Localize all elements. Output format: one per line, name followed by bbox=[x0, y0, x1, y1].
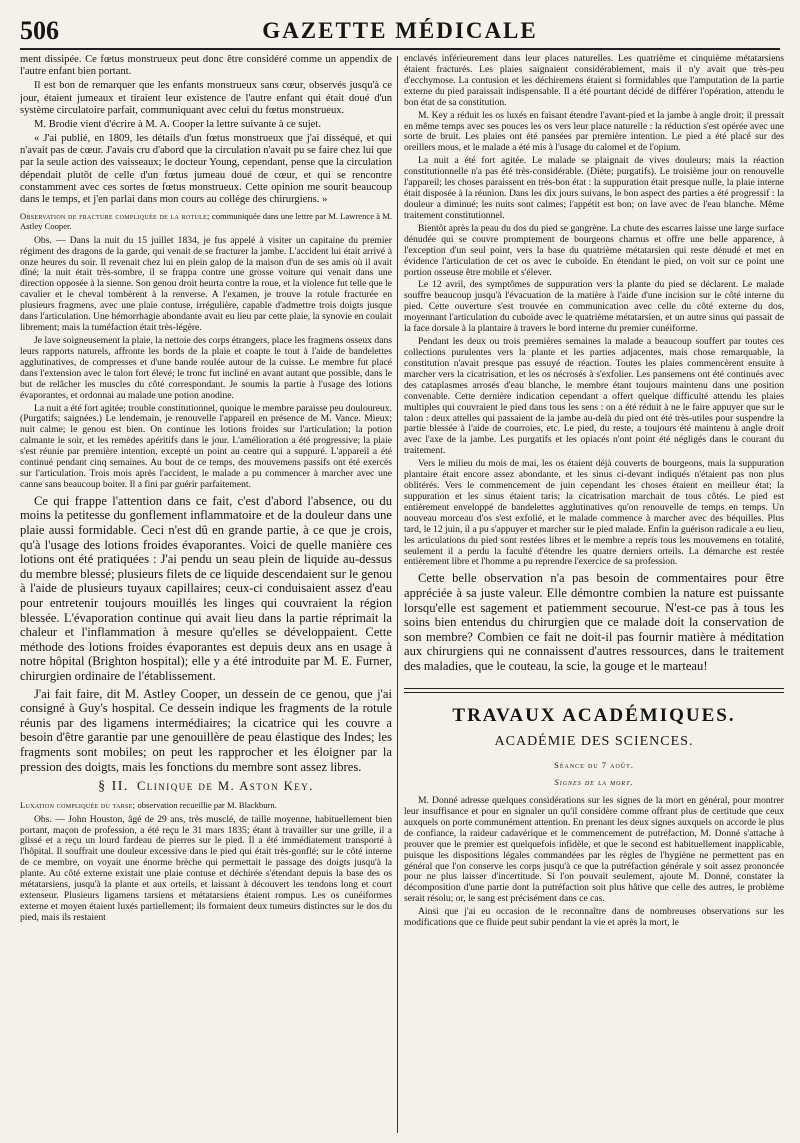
observation-title-caps: Observation de fracture compliquée de la rotule; bbox=[20, 211, 210, 222]
observation-paragraph: M. Key a réduit les os luxés en faisant étendre l'avant-pied et la jambe à angle droit; il pressait en même temps avec ses pouces les os vers leur place naturelle : la réduction s'est opérée avec une sorte de bruit. Les plaies ont été pansées par première intention. Le pied a été placé sur des oreillers mous, et le malade a été mis à l'usage du calomel et de l'opium. bbox=[404, 109, 784, 154]
left-column bbox=[20, 54, 392, 1139]
paragraph: ment dissipée. Ce fœtus monstrueux peut donc être considéré comme un appendix de l'autre enfant bien portant. bbox=[20, 54, 392, 78]
observation-paragraph: enclavés inférieurement dans leur places naturelles. Les quatrième et cinquième métatarsiens étaient fracturés. Les plaies saignaient considérablement, mais il n'y avait que très-peu d'ecchymose. La contusion et les déchiremens étaient si formidables que l'amputation de la partie externe du pied paraissait indispensable. Il a été pourtant décidé de différer l'opération, attendu le bon état de sa constitution. bbox=[404, 54, 784, 108]
topic-title: Signes de la mort. bbox=[554, 777, 634, 788]
academy-paragraph: Ainsi que j'ai eu occasion de le reconnaître dans de nombreuses observations sur les modifications que ce fluide peut subir pendant la vie et après la mort, le bbox=[404, 906, 784, 929]
observation-paragraph: La nuit a été fort agitée. Le malade se plaignait de vives douleurs; mais la réaction constitutionnelle n'a pas été très-considérable. (Diète; purgatifs). Le troisième jour on renouvelle l'appareil; les choses paraissent en très-bon état : la suppuration était presque nulle, la plaie interne était disposée à la réunion. Dans les dix jours suivans, le bon aspect des parties a été progressif : la douleur a diminué; les nuits sont calmes; l'appétit est bon; on lave avec de l'eau blanche. Même traitement constitutionnel. bbox=[404, 155, 784, 221]
observation-title-rest: observation recueillie par M. Blackburn. bbox=[135, 800, 277, 811]
observation-paragraph: Je lave soigneusement la plaie, la nettoie des corps étrangers, place les fragmens osseux dans leurs rapports naturels, affronte les bords de la plaie et coapte le tout à l'aide de bandelettes agglutinatives, de compresses et d'une bande roulée autour de la cuisse. Le membre fut placé dans l'extension avec le talon fort élevé; le tronc fut incliné en avant autant que possible, dans le but de relâcher les muscles du côté correspondant. Je soumis la partie à l'usage des lotions évaporantes, et ordonnai au malade une potion anodine. bbox=[20, 334, 392, 401]
observation-title-caps: Luxation compliquée du tarse; bbox=[20, 800, 136, 811]
section-heading bbox=[20, 779, 392, 795]
academy-paragraph: M. Donné adresse quelques considérations sur les signes de la mort en général, pour montrer leur insuffisance et pour en signaler un qu'il considère comme offrant plus de certitude que ceux auxquels on porte communément attention. En prenant les deux signes auxquels on accorde le plus de confiance, la raideur cadavérique et le commencement de putréfaction, M. Donné s'attache à prouver que le premier est quelquefois infidèle, et que le second est habituellement inapplicable, puisque les dispositions légales commandées par les règles de l'hygiène ne permettent pas en général que l'on conserve les corps jusqu'à ce que la putréfaction générale y soit assez prononcée pour ne plus laisser d'incertitude. Si l'on pouvait seulement, ajoute M. Donné, constater la décomposition d'une partie dont la putréfaction soit plus hâtive que celle des autres, le problème serait résolu; or, le sang est précisément dans ce cas. bbox=[404, 795, 784, 905]
observation-paragraph: Pendant les deux ou trois premières semaines la malade a beaucoup souffert par toutes ces collections purulentes vers la plante et les parties adjacentes, mais chose remarquable, la constitution n'avait presque pas essuyé de réaction. Toutes les plaies commencèrent ensuite à marcher vers la cicatrisation, et les os nécrosés à s'exfolier. Les pansemens ont été continués avec des cataplasmes arrosés d'eau blanche, le membre étant toujours maintenu dans une position convenable. Cette dernière indication cependant a offert quelque difficulté attendu les plaies multiples qui couvraient le pied dans tous les sens : on a été réduit à ne le faire appuyer que sur le talon : deux attelles qui passaient de la jambe au-delà du pied ont été très-utiles pour suspendre la partie blessée à l'aide de courroies, etc. Le pied, du reste, a toujours été maintenu à angle droit avec l'axe de la jambe. Les purgatifs et les opiacés n'ont point été négligés dans le courant du traitement. bbox=[404, 336, 784, 457]
commentary-paragraph: J'ai fait faire, dit M. Astley Cooper, un dessein de ce genou, que j'ai consigné à Guy's hospital. Ce dessein indique les fragments de la rotule réunis par des ligamens intermédiaires; la cicatrice qui les couvre a besoin d'être garantie par une genouillère de peau élastique des Indes; les fragments sont mobiles; on peut les rapprocher et les éloigner par la pression des doigts, mais les fonctions du membre sont assez libres. bbox=[20, 686, 392, 774]
observation-title bbox=[20, 211, 392, 232]
right-column bbox=[404, 54, 784, 1139]
paragraph: M. Brodie vient d'écrire à M. A. Cooper la lettre suivante à ce sujet. bbox=[34, 118, 321, 130]
observation-paragraph: Vers le milieu du mois de mai, les os étaient déjà couverts de bourgeons, mais la suppuration plantaire était encore assez abondante, et les sinus ci-devant indiqués n'étaient pas non plus oblitérés. Vers le commencement de juin cependant les choses étaient en meilleur état; la suppuration et les sinus étaient taris; la cicatrisation marchait de tous côtés. Le pied est entièrement enveloppé de bandelettes agglutinatives qu'on renouvelle de temps en temps. Un nouveau morceau d'os s'est exfolié, et le malade commence à marcher avec des béquilles. Plus tard, le 12 juin, il a pu s'appuyer et marcher sur le pied malade. Enfin la guérison radicale a eu lieu, les articulations du pied sont restées libres et le membre a repris tous les mouvemens en totalité, seulement il a perdu la faculté d'étendre les quatre derniers orteils. La démarche est restée entièrement libre et l'homme a pu reprendre l'exercice de sa profession. bbox=[404, 458, 784, 568]
observation-title-rest: communiquée dans une lettre par M. Lawrence à M. Astley Cooper. bbox=[20, 211, 392, 232]
page-number: 506 bbox=[20, 16, 59, 45]
observation-paragraph: La nuit a été fort agitée; trouble constitutionnel, quoique le membre paraisse peu douloureux. (Purgatifs; saignées.) Le lendemain, je renouvelle l'appareil en présence de M. Vance. Mieux; nuit calme; le genou est bien. On continue les lotions froides sur l'articulation; la potion calmante le soir, et les remèdes apéritifs dans le jour. L'amélioration a été progressive; la plaie s'est réunie par première intention, excepté un point au centre qui a suppuré. L'appareil a été continué pendant cinq semaines. Au bout de ce temps, des mouvemens passifs ont été exercés sur l'articulation. Trois mois après l'accident, le malade a pu commencer à marcher avec une canne sans beaucoup boiter. Il a fini par guérir parfaitement. bbox=[20, 402, 392, 490]
academy-title: ACADÉMIE DES SCIENCES. bbox=[494, 734, 694, 750]
paragraph: Il est bon de remarquer que les enfants monstrueux sans cœur, observés jusqu'à ce jour, étaient jumeaux et tiraient leur existence de l'autre enfant qui était doué d'un système circulatoire parfait, communiquant avec celui du fœtus monstrueux. bbox=[20, 80, 392, 116]
observation-paragraph: Le 12 avril, des symptômes de suppuration vers la plante du pied se déclarent. Le malade souffre beaucoup jusqu'à l'évacuation de la matière à l'aide d'une incision sur le côté interne du pied. Cette ouverture s'est trouvée en communication avec celle du côté externe du dos, moyennant l'articulation du cuboïde avec le quatrième métatarsien, et un autre sinus qui passait de la face dorsale à la plantaire à travers le bord interne du premier cunéiforme. bbox=[404, 279, 784, 335]
commentary-paragraph: Ce qui frappe l'attention dans ce fait, c'est d'abord l'absence, ou du moins la petitesse du gonflement inflammatoire et de la douleur dans une plaie aussi formidable. Ceci n'est dû en grande partie, à ce que je crois, qu'à l'usage des lotions froides évaporantes. Voici de quelle manière ces lotions ont été pratiquées : J'ai pendu un seau plein de liquide au-dessus du membre blessé; plusieurs filets de ce liquide descendaient sur le genou à l'aide de plusieurs tuyaux capillaires; ceux-ci conduisaient assez d'eau pour entretenir toujours mouillés les linges qui couvraient la région blessée. L'évaporation continue qui avait lieu dans la partie réprimait la chaleur et l'inflammation à mesure qu'elles se développaient. Cette méthode des lotions froides évaporantes est depuis deux ans en usage à notre hôpital (Brighton hospital); elle y a été introduite par M. E. Furner, chirurgien ordinaire de l'établissement. bbox=[20, 493, 392, 684]
journal-title: GAZETTE MÉDICALE bbox=[262, 18, 538, 43]
column-divider bbox=[397, 56, 398, 1133]
observation-title bbox=[20, 800, 392, 810]
commentary-paragraph: Cette belle observation n'a pas besoin de commentaires pour être appréciée à sa juste valeur. Elle démontre combien la nature est puissante lorsqu'elle est sagement et patiemment secourue. N'est-ce pas à tous les soins bien entendus du chirurgien que ce malade doit la conservation de son membre? Combien ce fait ne doit-il pas fournir matière à méditation aux chirurgiens qui ne connaissent d'autres ressources, dans le traitement des maladies, que le couteau, la scie, la gouge et le marteau! bbox=[404, 571, 784, 673]
observation-paragraph: Obs. — John Houston, âgé de 29 ans, très musclé, de taille moyenne, habituellement bien portant, maçon de profession, a été reçu le 31 mars 1835; étant à travailler sur une grille, il a glissé et a reçu un lourd fardeau de pierres sur le pied. Il a été immédiatement transporté à l'hôpital. Il souffrait une douleur excessive dans le pied qui était très-gonflé; sur le côté interne de ce membre, on voyait une énorme brèche qui permettait le passage des doigts jusqu'à la plante. Au côté externe existait une plaie contuse et déchirée s'étendant depuis la base des os métatarsiens, jusqu'à la plante et aux orteils, et laissant à découvert les tendons long et court extenseur. Plusieurs ligamens tarsiens et métatarsiens étaient rompus. Les os cunéiformes externe et moyen étaient luxés partiellement; ils formaient deux tumeurs distinctes sur le dos du pied, mais ils restaient bbox=[20, 813, 392, 923]
quoted-letter: « J'ai publié, en 1809, les détails d'un fœtus monstrueux que j'ai disséqué, et qui n'avait pas de cœur. J'avais cru d'abord que la circulation n'avait pu se faire chez lui que par la seule action des vaisseaux; le docteur Young, cependant, pense que la circulation dépendait plutôt de celle d'un fœtus jumeau doué de cœur, et qui se rencontre constamment avec ces sortes de fœtus monstrueux. Cette opinion me sourit beaucoup dans le temps, et j'en parlai dans mon cours au collége des chirurgiens. » bbox=[20, 133, 392, 205]
section-number: § II. bbox=[98, 779, 129, 795]
observation-paragraph: Bientôt après la peau du dos du pied se gangrène. La chute des escarres laisse une large surface dénudée qui se couvre promptement de bourgeons charnus et offre une belle apparence, à l'exception d'un seul point, vers la base du quatrième métatarsien qui reste dénudé et met en évidence l'articulation de cet os avec le cuboïde. En étendant le pied, on voit sur ce point une portion osseuse être mobile et s'élever. bbox=[404, 222, 784, 278]
rubric-title: TRAVAUX ACADÉMIQUES. bbox=[452, 704, 736, 726]
observation-paragraph: Obs. — Dans la nuit du 15 juillet 1834, je fus appelé à visiter un capitaine du premier régiment des dragons de la garde, qui venait de se fracturer la jambe. L'accident lui était arrivé à onze heures du soir. Il revenait chez lui en plein galop de la maison d'un de ses amis où il avait dîné; la nuit était très-sombre, il se frappa contre une grosse voiture qui venait dans une direction opposée à la sienne. Son genou droit heurta contre la roue, et la violence fut telle que le cavalier et le cheval tombèrent à la renverse. A l'examen, je trouve la rotule fracturée en plusieurs fragmens, avec une plaie contuse, irrégulière, capable d'admettre trois doigts jusque dans l'articulation. Une hémorrhagie abondante avait eu lieu par cette plaie, la synovie en coulait librement; mais la tuméfaction était très-légère. bbox=[20, 234, 392, 334]
section-divider bbox=[404, 688, 784, 693]
section-title: Clinique de M. Aston Key. bbox=[136, 779, 314, 794]
running-header bbox=[20, 14, 780, 50]
session-date: Séance du 7 août. bbox=[554, 759, 634, 770]
